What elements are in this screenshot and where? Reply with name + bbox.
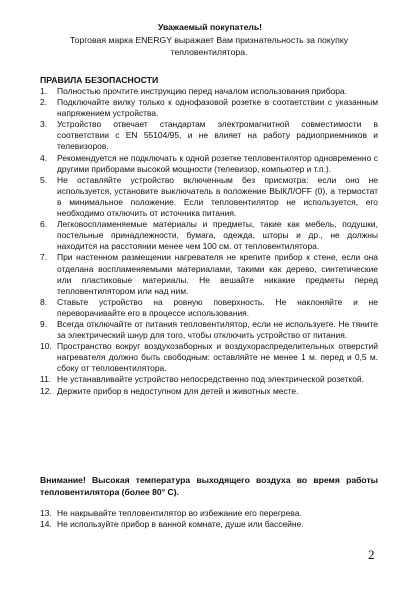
list-item bbox=[40, 86, 378, 97]
item-text: Полностью прочтите инструкцию перед началом использования прибора. bbox=[57, 86, 347, 96]
list-item bbox=[40, 175, 378, 219]
high-temperature-warning: Внимание! Высокая температура выходящего воздуха во время работы тепловентилятора (более 80° С). bbox=[40, 475, 378, 497]
list-item bbox=[40, 153, 378, 175]
item-number: 3. bbox=[40, 119, 48, 130]
item-text: Легковоспламеняемые материалы и предметы, такие как мебель, подушки, постельные принадлежности, бумага, одежда, шторы и др., не должны находится на расстоянии менее чем 100 см. от тепловентилятора. bbox=[57, 219, 378, 252]
additional-rules-list bbox=[40, 508, 378, 530]
greeting-heading: Уважаемый покупатель! bbox=[157, 22, 263, 32]
item-text: Не устанавливайте устройство непосредственно под электрической розеткой. bbox=[57, 374, 364, 385]
page-number: 2 bbox=[368, 547, 375, 562]
list-item bbox=[40, 97, 378, 119]
item-text: Не оставляйте устройство включенным без присмотра: если оно не используется, установите выключатель в положение ВЫКЛ/OFF (0), а термостат в минимальное положение. Если тепловентилятор не используется, его необходимо отключить от источника питания. bbox=[57, 174, 378, 219]
list-item bbox=[40, 341, 378, 374]
item-number: 2. bbox=[40, 97, 48, 108]
item-number: 11. bbox=[40, 374, 52, 385]
item-number: 12. bbox=[40, 385, 52, 396]
safety-rules-list bbox=[40, 86, 378, 397]
item-number: 8. bbox=[40, 296, 48, 307]
list-item bbox=[40, 319, 378, 341]
item-number: 5. bbox=[40, 174, 48, 185]
list-item bbox=[40, 386, 378, 397]
item-text: Всегда отключайте от питания тепловентилятор, если не используете. Не тяните за электрический шнур для того, чтобы отключить устройство от питания. bbox=[57, 318, 378, 341]
item-number: 1. bbox=[40, 86, 48, 96]
item-number: 9. bbox=[40, 318, 48, 329]
item-number: 14. bbox=[40, 519, 52, 530]
item-number: 6. bbox=[40, 219, 48, 230]
list-item bbox=[40, 508, 378, 519]
item-text: Подключайте вилку только к однофазовой розетке в соответствии с указанным напряжением устройства. bbox=[57, 97, 378, 119]
item-text: Не используйте прибор в ванной комнате, душе или бассейне. bbox=[57, 519, 304, 530]
item-text: При настенном размещении нагревателя не крепите прибор к стене, если она отделана воспламеняемыми материалами, такими как дерево, синтетические или пластиковые материалы. Не вешайте никакие предметы перед тепловентилятором или над ним. bbox=[57, 252, 378, 296]
item-text: Пространство вокруг воздухозаборных и воздухораспределительных отверстий нагревателя должно быть свободным: оставляйте не менее 1 м. перед и 0,5 м. сбоку от тепловентилятора. bbox=[57, 341, 378, 374]
item-number: 10. bbox=[40, 341, 52, 352]
item-number: 4. bbox=[40, 152, 48, 163]
safety-title: ПРАВИЛА БЕЗОПАСНОСТИ bbox=[40, 75, 159, 85]
item-text: Не накрывайте тепловентилятор во избежание его перегрева. bbox=[57, 508, 302, 518]
item-text: Рекомендуется не подключать к одной розетке тепловентилятор одновременно с другими приборами высокой мощности (телевизор, компьютер и т.п.). bbox=[57, 152, 378, 174]
intro-text: Торговая марка ENERGY выражает Вам признательность за покупку тепловентилятора. bbox=[69, 35, 349, 57]
item-number: 7. bbox=[40, 252, 48, 263]
list-item bbox=[40, 119, 378, 152]
item-text: Держите прибор в недоступном для детей и животных месте. bbox=[57, 385, 299, 396]
list-item bbox=[40, 252, 378, 296]
list-item bbox=[40, 219, 378, 252]
item-text: Устройство отвечает стандартам электромагнитной совместимости в соответствии с EN 55104/95, и не влияет на работу радиоприемников и телевизоров. bbox=[57, 119, 378, 152]
item-text: Ставьте устройство на ровную поверхность. Не наклоняйте и не переворачивайте его в процессе использования. bbox=[57, 296, 378, 318]
item-number: 13. bbox=[40, 508, 52, 518]
list-item bbox=[40, 374, 378, 385]
list-item bbox=[40, 297, 378, 319]
list-item bbox=[40, 519, 378, 530]
